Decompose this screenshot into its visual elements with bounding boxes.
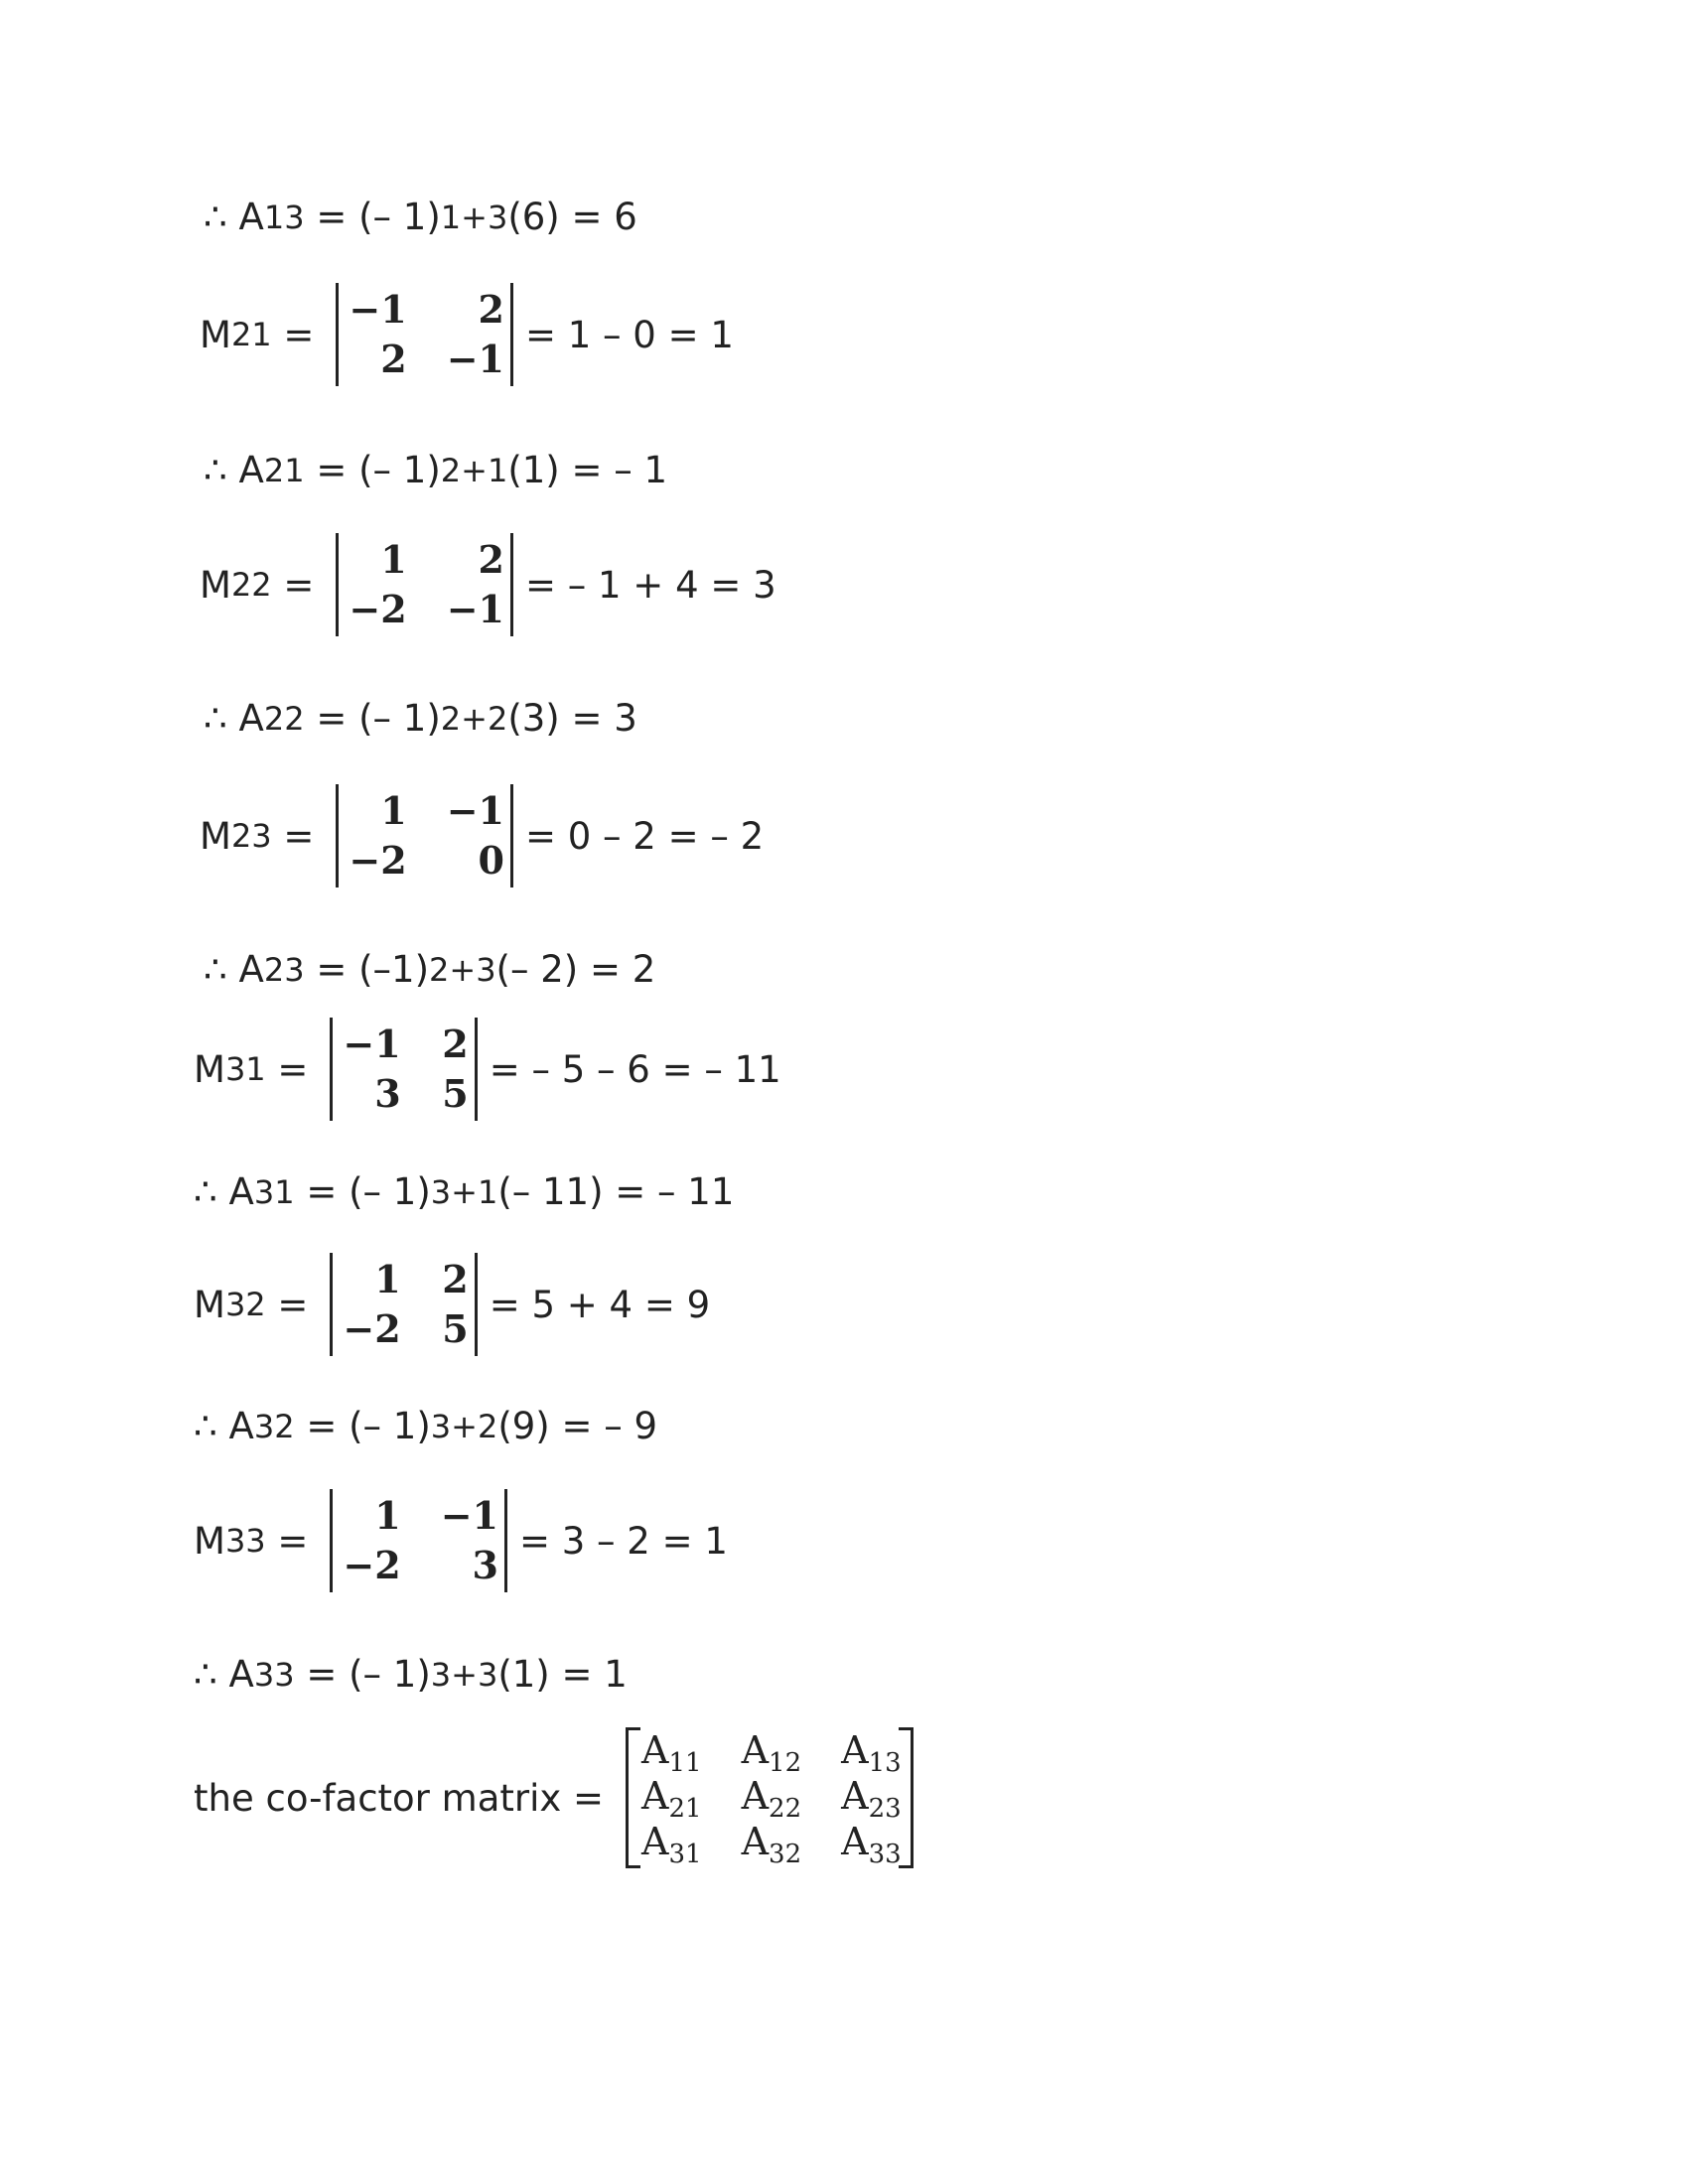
det-cell: 3 xyxy=(472,1543,498,1587)
minor-line-m22: M 22 = 1 2 −2 −1 = – 1 + 4 = 3 xyxy=(200,533,776,636)
equals-sign: = xyxy=(271,313,315,356)
matrix-cell: $A_{32}$ xyxy=(741,1820,802,1869)
cofactor-sign-base: = (– 1) xyxy=(304,449,441,491)
det-cell: 2 xyxy=(478,537,504,582)
cofactor-result: (9) = – 9 xyxy=(497,1405,658,1447)
cofactor-line-a22: ∴ A 22 = (– 1) 2+2 (3) = 3 xyxy=(204,697,637,740)
therefore-symbol: ∴ xyxy=(204,697,227,740)
cofactor-sign-base: = (– 1) xyxy=(294,1405,431,1447)
matrix-cell: $A_{22}$ xyxy=(741,1774,802,1824)
determinant xyxy=(330,1253,477,1356)
det-cell: −2 xyxy=(349,838,407,883)
minor-symbol: M xyxy=(200,563,231,607)
det-cell: 2 xyxy=(478,287,504,332)
det-cell: −2 xyxy=(343,1543,401,1587)
cofactor-result: (3) = 3 xyxy=(507,697,637,740)
matrix-cell: $A_{33}$ xyxy=(841,1820,902,1869)
matrix-cell: $A_{13}$ xyxy=(841,1728,902,1778)
matrix-cell: $A_{23}$ xyxy=(841,1774,902,1824)
matrix-cell: $A_{12}$ xyxy=(741,1728,802,1778)
minor-symbol: M xyxy=(194,1047,225,1091)
cofactor-symbol: A xyxy=(228,1405,254,1447)
equals-sign: = xyxy=(265,1283,309,1326)
therefore-symbol: ∴ xyxy=(194,1405,217,1447)
det-cell: −1 xyxy=(440,1493,498,1538)
minor-symbol: M xyxy=(200,313,231,356)
therefore-symbol: ∴ xyxy=(204,449,227,491)
det-cell: −1 xyxy=(446,587,504,631)
cofactor-sign-base: = (– 1) xyxy=(304,697,441,740)
matrix-cell: $A_{11}$ xyxy=(641,1728,702,1778)
cofactor-matrix-line xyxy=(194,1727,914,1868)
cofactor-line-a31: ∴ A 31 = (– 1) 3+1 (– 11) = – 11 xyxy=(194,1170,735,1213)
minor-line-m23: M 23 = 1 −1 −2 0 = 0 – 2 = – 2 xyxy=(200,784,764,887)
therefore-symbol: ∴ xyxy=(204,196,227,238)
cofactor-symbol: A xyxy=(238,449,264,491)
det-cell: −2 xyxy=(343,1306,401,1351)
det-cell: 2 xyxy=(442,1257,469,1301)
det-cell: 1 xyxy=(380,537,407,582)
cofactor-symbol: A xyxy=(238,196,264,238)
minor-result: = – 5 – 6 = – 11 xyxy=(489,1047,781,1091)
cofactor-sign-base: = (– 1) xyxy=(294,1170,431,1213)
cofactor-symbol: A xyxy=(238,948,264,991)
minor-result: = 3 – 2 = 1 xyxy=(518,1519,728,1563)
cofactor-line-a13: ∴ A 13 = (– 1) 1+3 (6) = 6 xyxy=(204,196,637,238)
determinant xyxy=(336,283,513,386)
equals-sign: = xyxy=(265,1519,309,1563)
minor-symbol: M xyxy=(194,1283,225,1326)
cofactor-sign-base: = (–1) xyxy=(304,948,430,991)
cofactor-symbol: A xyxy=(228,1653,254,1696)
minor-symbol: M xyxy=(200,814,231,858)
determinant xyxy=(336,784,513,887)
determinant xyxy=(330,1489,507,1592)
det-cell: 3 xyxy=(374,1071,401,1116)
det-cell: 1 xyxy=(374,1257,401,1301)
equals-sign: = xyxy=(265,1047,309,1091)
determinant xyxy=(336,533,513,636)
minor-line-m31: M 31 = −1 2 3 5 = – 5 – 6 = – 11 xyxy=(194,1018,781,1121)
minor-result: = 1 – 0 = 1 xyxy=(524,313,734,356)
cofactor-line-a23: ∴ A 23 = (–1) 2+3 (– 2) = 2 xyxy=(204,948,656,991)
det-cell: −1 xyxy=(446,337,504,381)
det-cell: 5 xyxy=(442,1306,469,1351)
cofactor-matrix xyxy=(626,1727,914,1868)
det-cell: 2 xyxy=(380,337,407,381)
det-cell: 2 xyxy=(442,1022,469,1066)
minor-symbol: M xyxy=(194,1519,225,1563)
minor-result: = 0 – 2 = – 2 xyxy=(524,814,765,858)
minor-result: = 5 + 4 = 9 xyxy=(489,1283,711,1326)
therefore-symbol: ∴ xyxy=(204,948,227,991)
det-cell: 0 xyxy=(478,838,504,883)
cofactor-result: (1) = – 1 xyxy=(507,449,668,491)
minor-line-m32: M 32 = 1 2 −2 5 = 5 + 4 = 9 xyxy=(194,1253,710,1356)
cofactor-line-a21: ∴ A 21 = (– 1) 2+1 (1) = – 1 xyxy=(204,449,668,491)
det-cell: −1 xyxy=(343,1022,401,1066)
cofactor-result: (– 11) = – 11 xyxy=(497,1170,735,1213)
cofactor-symbol: A xyxy=(228,1170,254,1213)
det-cell: −1 xyxy=(446,788,504,833)
matrix-cell: $A_{31}$ xyxy=(641,1820,702,1869)
equals-sign: = xyxy=(271,814,315,858)
det-cell: −1 xyxy=(349,287,407,332)
cofactor-sign-base: = (– 1) xyxy=(294,1653,431,1696)
determinant xyxy=(330,1018,477,1121)
cofactor-line-a33: ∴ A 33 = (– 1) 3+3 (1) = 1 xyxy=(194,1653,628,1696)
det-cell: 5 xyxy=(442,1071,469,1116)
therefore-symbol: ∴ xyxy=(194,1653,217,1696)
therefore-symbol: ∴ xyxy=(194,1170,217,1213)
det-cell: 1 xyxy=(374,1493,401,1538)
det-cell: 1 xyxy=(380,788,407,833)
cofactor-matrix-label: the co-factor matrix = xyxy=(194,1776,605,1820)
cofactor-result: (1) = 1 xyxy=(497,1653,628,1696)
cofactor-sign-base: = (– 1) xyxy=(304,196,441,238)
matrix-cell: $A_{21}$ xyxy=(641,1774,702,1824)
minor-result: = – 1 + 4 = 3 xyxy=(524,563,776,607)
equals-sign: = xyxy=(271,563,315,607)
cofactor-symbol: A xyxy=(238,697,264,740)
cofactor-result: (– 2) = 2 xyxy=(495,948,656,991)
minor-line-m33: M 33 = 1 −1 −2 3 = 3 – 2 = 1 xyxy=(194,1489,728,1592)
cofactor-line-a32: ∴ A 32 = (– 1) 3+2 (9) = – 9 xyxy=(194,1405,658,1447)
det-cell: −2 xyxy=(349,587,407,631)
cofactor-result: (6) = 6 xyxy=(507,196,637,238)
minor-line-m21: M 21 = −1 2 2 −1 = 1 – 0 = 1 xyxy=(200,283,734,386)
